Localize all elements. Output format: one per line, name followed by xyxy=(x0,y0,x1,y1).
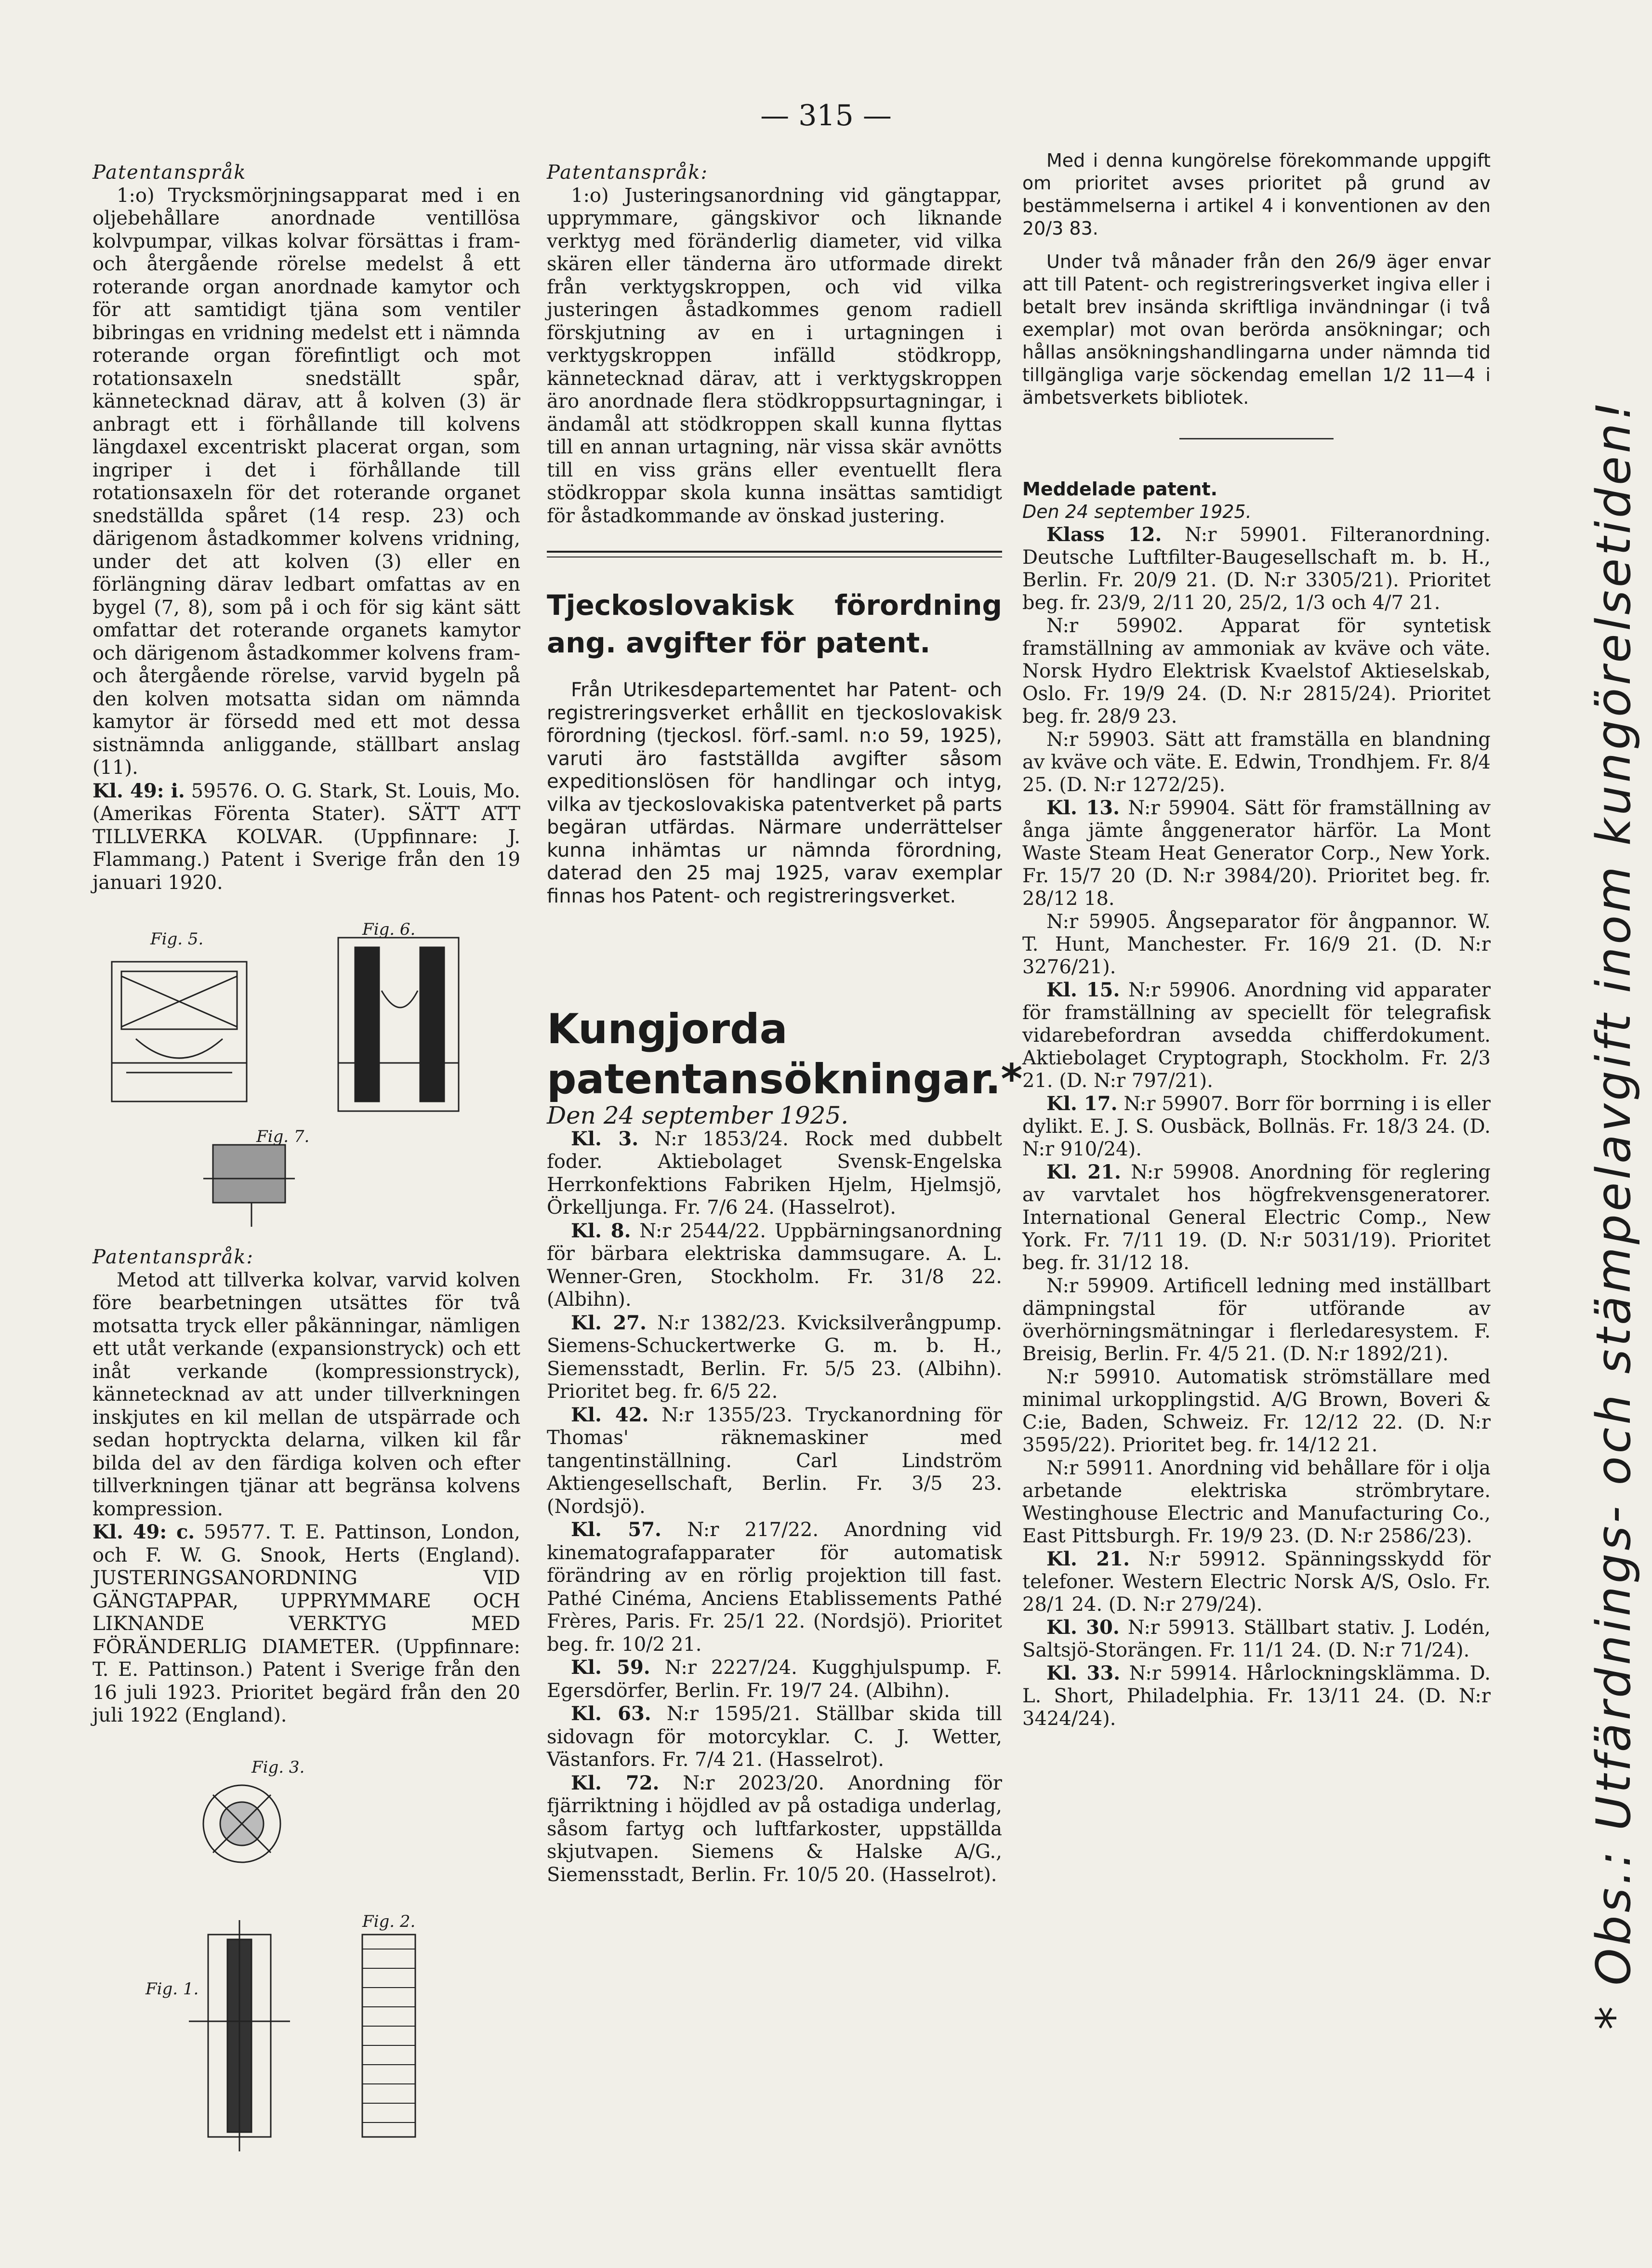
claim-text: Metod att tillverka kolvar, varvid kolven före bearbetningen utsättes för två motsatta tryck eller påkänningar, nämligen ett utåt verkande (expansionstryck) och ett inåt verkande (kompressionstryck), kännetecknad av att under tillverkningen inskjutes en kil mellan de utspärrade och sedan hoptryckta delarna, vilken kil får bilda del av den färdiga kolven och efter tillverkningen tjänar att begränsa kolvens kompression. xyxy=(93,1269,520,1520)
entry-text: N:r 2023/20. Anordning för fjärriktning i höjdled av på ostadiga underlag, såsom fartyg och luftfarkoster, uppställda skjutvapen. Siemens & Halske A/G., Siemensstadt, Berlin. Fr. 10/5 20. (Hasselrot). xyxy=(547,1772,1003,1886)
figure-label: Fig. 2. xyxy=(362,1911,416,1931)
claim-label: Patentanspråk: xyxy=(547,161,708,184)
figure-label: Fig. 1. xyxy=(145,1979,199,1999)
figure-label: Fig. 3. xyxy=(251,1757,305,1777)
entry-text: N:r 59909. Artificell ledning med inställbart dämpningstal för utförande av överhörningsmätningar i flerledaresystem. F. Breisig, Berlin. Fr. 4/5 21. (D. N:r 1892/21). xyxy=(1022,1275,1491,1365)
fee-notice-sidebar: * Obs.: Utfärdnings- och stämpelavgift inom kungörelsetiden! xyxy=(1586,398,1641,2030)
list-item xyxy=(547,1220,1002,1312)
entry-text: N:r 59908. Anordning för reglering av varvtalet hos högfrekvensgeneratorer. International General Electric Comp., New York. Fr. 7/11 19. (D. N:r 5031/19). Prioritet beg. fr. 31/12 18. xyxy=(1022,1161,1491,1274)
section-heading-kungjorda: Kungjorda patentansökningar.* xyxy=(547,1005,1023,1103)
entry-text: N:r 1595/21. Ställbar skida till sidovagn för motorcyklar. C. J. Wetter, Västanfors. Fr. 7/4 21. (Hasselrot). xyxy=(547,1703,1003,1771)
column-left xyxy=(93,161,520,2161)
entry-text: N:r 59914. Hårlockningsklämma. D. L. Short, Philadelphia. Fr. 13/11 24. (D. N:r 3424/24). xyxy=(1022,1662,1491,1730)
entry-text: N:r 2544/22. Uppbärningsanordning för bärbara elektriska dammsugare. A. L. Wenner-Gren, Stockholm. Fr. 31/8 22. (Albihn). xyxy=(547,1220,1002,1311)
entry-text: N:r 59907. Borr för borrning i is eller dylikt. E. J. S. Ousbäck, Bollnäs. Fr. 18/3 24. (D. N:r 910/24). xyxy=(1022,1093,1491,1160)
class-label: Kl. 15. xyxy=(1046,979,1120,1001)
claim-label: Patentanspråk: xyxy=(93,1246,254,1268)
list-item xyxy=(1022,1366,1491,1457)
class-label: Kl. 72. xyxy=(571,1771,660,1794)
entry-text: N:r 59912. Spänningsskydd för telefoner. Western Electric Norsk A/S, Oslo. Fr. 28/1 24. (D. N:r 279/24). xyxy=(1022,1548,1491,1616)
column-middle xyxy=(547,161,1023,1886)
list-item xyxy=(1022,1457,1491,1548)
class-label: Kl. 27. xyxy=(571,1311,647,1334)
entry-text: N:r 1853/24. Rock med dubbelt foder. Aktiebolaget Svensk-Engelska Herrkonfektions Fabriken Hjelm, Hjelmsjö, Örkelljunga. Fr. 7/6 24. (Hasselrot). xyxy=(547,1127,1002,1219)
list-item xyxy=(547,1404,1002,1519)
section-date: Den 24 september 1925. xyxy=(547,1101,849,1129)
list-item xyxy=(547,1518,1002,1656)
class-label: Kl. 59. xyxy=(571,1656,650,1679)
class-label: Kl. 21. xyxy=(1046,1548,1130,1570)
entry-text: 59577. T. E. Pattinson, London, och F. W. G. Snook, Herts (England). JUSTERINGSANORDNING VID GÄNGTAPPAR, UPPRYMMARE OCH LIKNANDE VERKTYG MED FÖRÄNDERLIG DIAMETER. (Uppfinnare: T. E. Pattinson.) Patent i Sverige från den 16 juli 1923. Prioritet begärd från den 20 juli 1922 (England). xyxy=(93,1521,521,1726)
class-label: Kl. 33. xyxy=(1046,1662,1121,1684)
section-date: Den 24 september 1925. xyxy=(1022,501,1252,522)
list-item xyxy=(1022,910,1491,979)
class-label: Kl. 63. xyxy=(571,1702,651,1725)
patent-entry-49c xyxy=(93,1521,520,1727)
claim-label: Patentanspråk xyxy=(93,161,247,184)
list-item xyxy=(1022,1548,1491,1616)
entry-text: N:r 59902. Apparat för syntetisk framställning av ammoniak av kväve och väte. Norsk Hydro Elektrisk Kvaelstof Aktieselskab, Oslo. Fr. 19/9 24. (D. N:r 2815/24). Prioritet beg. fr. 28/9 23. xyxy=(1022,615,1491,728)
entry-text: N:r 59905. Ångseparator för ångpannor. W. T. Hunt, Manchester. Fr. 16/9 21. (D. N:r 3276/21). xyxy=(1022,911,1491,978)
tap-drawing xyxy=(93,1747,520,2161)
piston-drawing xyxy=(93,918,520,1236)
section-heading-tjeckoslovakisk: Tjeckoslovakisk förordning ang. avgifter för patent. xyxy=(547,589,1002,659)
entry-text: N:r 59903. Sätt att framställa en blandning av kväve och väte. E. Edwin, Trondhjem. Fr. 8/4 25. (D. N:r 1272/25). xyxy=(1022,729,1491,796)
class-label: Kl. 13. xyxy=(1046,796,1120,819)
list-item xyxy=(1022,728,1491,796)
entry-text: N:r 59911. Anordning vid behållare för i olja arbetande elektriska strömbrytare. Westinghouse Electric and Manufacturing Co., East Pittsburgh. Fr. 19/9 23. (D. N:r 2586/23). xyxy=(1022,1457,1491,1547)
entry-text: N:r 2227/24. Kugghjulspump. F. Egersdörfer, Berlin. Fr. 19/7 24. (Albihn). xyxy=(547,1657,1003,1702)
column-right xyxy=(1022,149,1491,1730)
entry-text: N:r 217/22. Anordning vid kinematografapparater för automatisk förändring av en rörlig projektion till fast. Pathé Cinéma, Anciens Etablissements Pathé Frères, Paris. Fr. 25/1 22. (Nordsjö). Prioritet beg. fr. 10/2 21. xyxy=(547,1519,1002,1656)
class-label: Klass 12. xyxy=(1046,523,1162,546)
page-number: — 315 — xyxy=(760,99,892,133)
entry-text: N:r 59906. Anordning vid apparater för framställning av speciellt för telegrafisk vidarebefordran avsedda chifferdokument. Aktiebolaget Cryptograph, Stockholm. Fr. 2/3 21. (D. N:r 797/21). xyxy=(1022,979,1491,1092)
list-item xyxy=(1022,523,1491,614)
class-label: Kl. 17. xyxy=(1046,1092,1118,1115)
list-item xyxy=(1022,1092,1491,1161)
granted-patent-list xyxy=(1022,523,1491,1730)
list-item xyxy=(547,1656,1002,1702)
figure-label: Fig. 5. xyxy=(150,929,204,949)
patent-entry-49i xyxy=(93,780,520,895)
announcement-text: Från Utrikesdepartementet har Patent- och registreringsverket erhållit en tjeckoslovakisk förordning (tjeckosl. förf.-saml. n:o 59, 1925), varuti äro fastställda avgifter såsom expeditionslösen för handlingar och intyg, vilka av tjeckoslovakiska patentverket på parts begäran utfärdas. Närmare underrättelser kunna inhämtas ur nämnda förordning, daterad den 25 maj 1925, varav exemplar finnas hos Patent- och registreringsverket. xyxy=(547,679,1002,907)
list-item xyxy=(547,1702,1002,1772)
list-item xyxy=(547,1127,1002,1220)
list-item xyxy=(1022,1161,1491,1274)
piston-drawing-figures xyxy=(93,918,520,1236)
list-item xyxy=(1022,614,1491,728)
list-item xyxy=(1022,1274,1491,1366)
class-label: Kl. 21. xyxy=(1046,1161,1121,1183)
priority-notice: Med i denna kungörelse förekommande uppgift om prioritet avses prioritet på grund av bestämmelserna i artikel 4 i konventionen av den 20/3 83. xyxy=(1022,150,1491,239)
list-item xyxy=(547,1312,1002,1404)
section-divider xyxy=(1179,438,1334,439)
tap-drawing-figures xyxy=(93,1747,520,2161)
entry-text: N:r 1382/23. Kvicksilverångpump. Siemens-Schuckertwerke G. m. b. H., Siemensstadt, Berlin. Fr. 5/5 23. (Albihn). Prioritet beg. fr. 6/5 22. xyxy=(547,1312,1002,1403)
entry-text: N:r 59904. Sätt för framställning av ånga jämte ånggenerator härför. La Mont Waste Steam Heat Generator Corp., New York. Fr. 15/7 20 (D. N:r 3984/20). Prioritet beg. fr. 28/12 18. xyxy=(1022,797,1491,910)
class-label: Kl. 49: i. xyxy=(93,779,185,802)
list-item xyxy=(1022,1662,1491,1730)
section-heading-meddelade: Meddelade patent. xyxy=(1022,478,1218,500)
class-label: Kl. 57. xyxy=(571,1518,661,1541)
application-list xyxy=(547,1127,1002,1887)
figure-label: Fig. 7. xyxy=(256,1127,310,1146)
class-label: Kl. 8. xyxy=(571,1219,631,1242)
list-item xyxy=(1022,979,1491,1092)
objection-notice: Under två månader från den 26/9 äger envar att till Patent- och registreringsverket ingiva eller i betalt brev insända skriftliga invändningar (i två exemplar) mot ovan berörda ansökningar; och hållas ansökningshandlingarna under nämnda tid tillgängliga varje söckendag emellan 1/2 11—4 i ämbetsverkets bibliotek. xyxy=(1022,251,1491,408)
class-label: Kl. 49: c. xyxy=(93,1521,195,1543)
class-label: Kl. 42. xyxy=(571,1403,649,1426)
claim-text: 1:o) Justeringsanordning vid gängtappar, upprymmare, gängskivor och liknande verktyg med föränderlig diameter, vid vilka skären eller tänderna äro utformade direkt från verktygskroppen, och vid vilka justeringen åstadkommes genom radiell förskjutning av en i urtagningen i verktygskroppen infälld stödkropp, kännetecknad därav, att i verktygskroppen äro anordnade flera stödkroppsurtagningar, i ändamål att stödkroppen skall kunna flyttas till en annan urtagning, när vissa skär avnötts till en viss gräns eller eventuellt flera stödkroppar skola kunna insättas samtidigt för åstadkommande av önskad justering. xyxy=(547,184,1002,527)
entry-text: N:r 59913. Ställbart stativ. J. Lodén, Saltsjö-Storängen. Fr. 11/1 24. (D. N:r 71/24). xyxy=(1022,1617,1491,1661)
list-item xyxy=(1022,796,1491,910)
entry-text: 59576. O. G. Stark, St. Louis, Mo. (Amerikas Förenta Stater). SÄTT ATT TILLVERKA KOLVAR. (Uppfinnare: J. Flammang.) Patent i Sverige från den 19 januari 1920. xyxy=(93,780,520,894)
claim-text: 1:o) Trycksmörjningsapparat med i en oljebehållare anordnade ventillösa kolvpumpar, vilkas kolvar försättas i fram- och återgående rörelse medelst å ett roterande organ anordnade kamytor och för att samtidigt tjäna som ventiler bibringas en vridning medelst ett i nämnda roterande organ förefintligt och mot rotationsaxeln snedställt spår, kännetecknad därav, att å kolven (3) är anbragt ett i förhållande till kolvens längdaxel excentriskt placerat organ, som ingriper i det i förhållande till rotationsaxeln för det roterande organet snedställda spåret (14 resp. 23) och därigenom åstadkommer kolvens vridning, under det att kolven (3) eller en förlängning därav ledbart omfattas av en bygel (7, 8), som på i och för sig känt sätt omfattar det roterande organets kamytor och därigenom åstadkommer kolvens fram- och återgående rörelse, varvid bygeln på den kolven motsatta sidan om nämnda kamytor är försedd med ett mot dessa sistnämnda anliggande, ställbart anslag (11). xyxy=(93,184,520,779)
list-item xyxy=(547,1772,1002,1887)
entry-text: N:r 59901. Filteranordning. Deutsche Luftfilter-Baugesellschaft m. b. H., Berlin. Fr. 20/9 21. (D. N:r 3305/21). Prioritet beg. fr. 23/9, 2/11 20, 25/2, 1/3 och 4/7 21. xyxy=(1022,524,1491,614)
class-label: Kl. 3. xyxy=(571,1127,639,1150)
entry-text: N:r 1355/23. Tryckanordning för Thomas' räknemaskiner med tangentinställning. Carl Lindström Aktiengesellschaft, Berlin. Fr. 3/5 23. (Nordsjö). xyxy=(547,1404,1003,1518)
section-divider xyxy=(547,551,1002,557)
list-item xyxy=(1022,1616,1491,1662)
entry-text: N:r 59910. Automatisk strömställare med minimal urkopplingstid. A/G Brown, Boveri & C:ie, Baden, Schweiz. Fr. 12/12 22. (D. N:r 3595/22). Prioritet beg. fr. 14/12 21. xyxy=(1022,1366,1491,1456)
class-label: Kl. 30. xyxy=(1046,1616,1120,1639)
figure-label: Fig. 6. xyxy=(362,920,416,939)
